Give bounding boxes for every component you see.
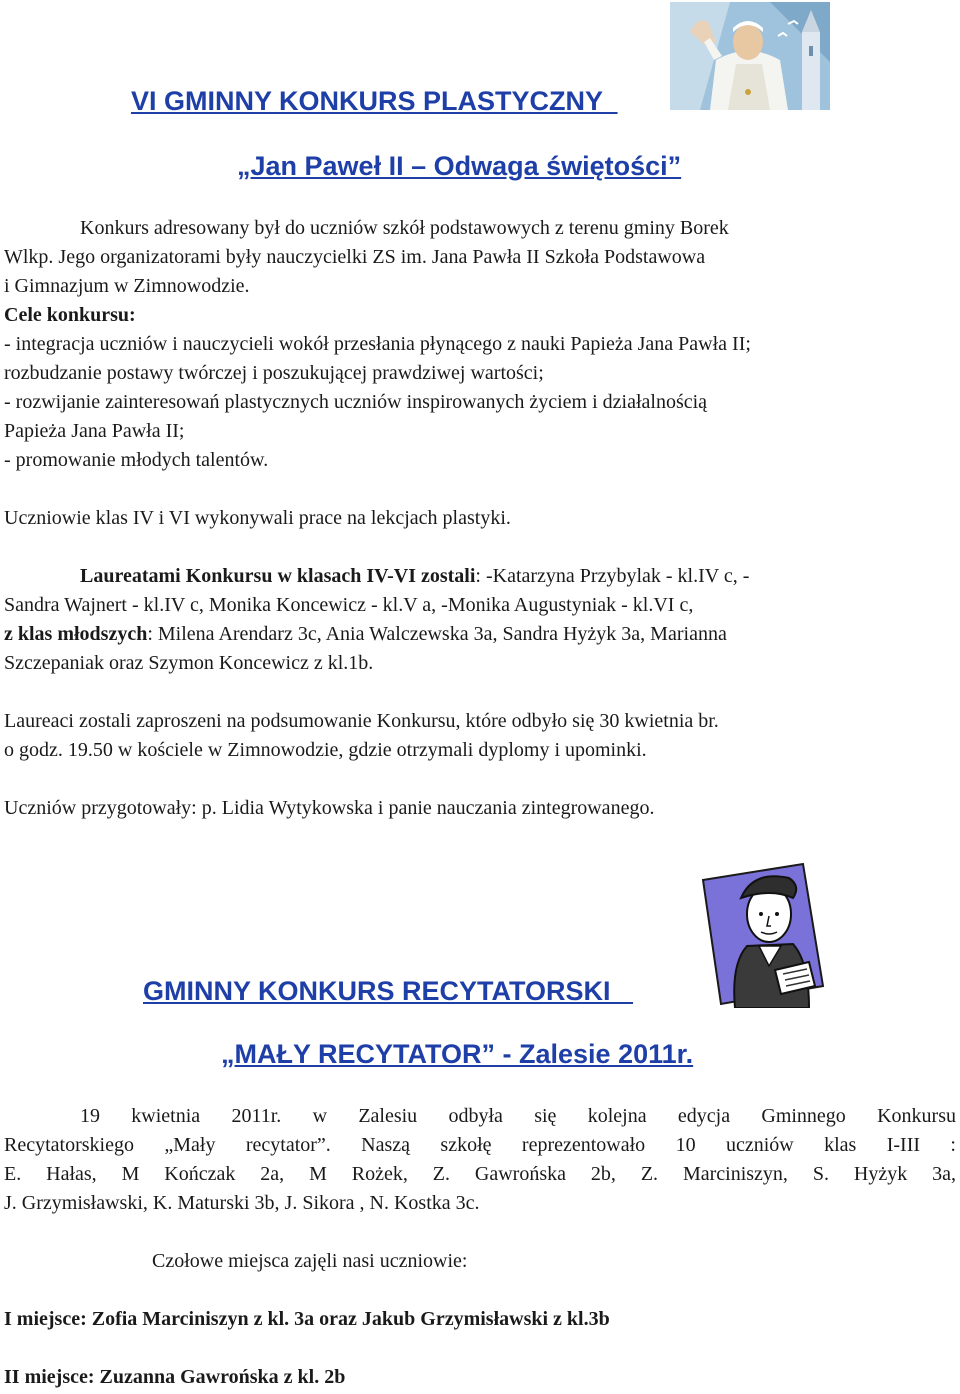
contest-title-art: VI GMINNY KONKURS PLASTYCZNY (131, 86, 618, 116)
goals-label: Cele konkursu: (4, 304, 136, 326)
classes-note: Uczniowie klas IV i VI wykonywali prace na lekcjach plastyki. (4, 507, 511, 529)
laureates-line-2: Sandra Wajnert - kl.IV c, Monika Koncewicz - kl.V a, -Monika Augustyniak - kl.VI c, (4, 594, 694, 616)
recitation-line-4: J. Grzymisławski, K. Maturski 3b, J. Sikora , N. Kostka 3c. (4, 1192, 480, 1214)
contest-subtitle-recitation: „MAŁY RECYTATOR” - Zalesie 2011r. (221, 1039, 694, 1069)
laureates-line-1 (80, 562, 749, 591)
laureates-list-start: : -Katarzyna Przybylak - kl.IV c, - (475, 565, 750, 587)
ceremony-line-1: Laureaci zostali zaproszeni na podsumowanie Konkursu, które odbyło się 30 kwietnia br. (4, 710, 719, 732)
younger-list: : Milena Arendarz 3c, Ania Walczewska 3a, Sandra Hyżyk 3a, Marianna (147, 623, 727, 645)
places-intro: Czołowe miejsca zajęli nasi uczniowie: (152, 1250, 468, 1272)
first-place: I miejsce: Zofia Marciniszyn z kl. 3a oraz Jakub Grzymisławski z kl.3b (4, 1308, 610, 1330)
younger-line-2: Szczepaniak oraz Szymon Koncewicz z kl.1b. (4, 652, 374, 674)
recitation-line-1: 19 kwietnia 2011r. w Zalesiu odbyła się kolejna edycja Gminnego Konkursu (80, 1105, 956, 1127)
goal-line-5: - promowanie młodych talentów. (4, 449, 269, 471)
contest-subtitle-art: „Jan Paweł II – Odwaga świętości” (237, 151, 682, 181)
intro-line-2: Wlkp. Jego organizatorami były nauczycielki ZS im. Jana Pawła II Szkoła Podstawowa (4, 246, 706, 268)
younger-label: z klas młodszych (4, 623, 148, 645)
ceremony-line-2: o godz. 19.50 w kościele w Zimnowodzie, gdzie otrzymali dyplomy i upominki. (4, 739, 647, 761)
second-place: II miejsce: Zuzanna Gawrońska z kl. 2b (4, 1366, 346, 1388)
pope-illustration (670, 2, 830, 110)
goal-line-2: rozbudzanie postawy twórczej i poszukującej prawdziwej wartości; (4, 362, 544, 384)
younger-line-1 (4, 620, 727, 649)
recitation-line-3: E. Hałas, M Kończak 2a, M Rożek, Z. Gawrońska 2b, Z. Marciniszyn, S. Hyżyk 3a, (4, 1163, 956, 1185)
reciter-illustration (697, 858, 829, 1008)
intro-line-3: i Gimnazjum w Zimnowodzie. (4, 275, 250, 297)
recitation-line-2: Recytatorskiego „Mały recytator”. Naszą szkołę reprezentowało 10 uczniów klas I-III : (4, 1134, 956, 1156)
contest-title-recitation: GMINNY KONKURS RECYTATORSKI (143, 976, 634, 1006)
goal-line-4: Papieża Jana Pawła II; (4, 420, 185, 442)
teachers-note: Uczniów przygotowały: p. Lidia Wytykowska i panie nauczania zintegrowanego. (4, 797, 655, 819)
intro-line-1: Konkurs adresowany był do uczniów szkół podstawowych z terenu gminy Borek (80, 217, 729, 239)
goal-line-1: - integracja uczniów i nauczycieli wokół przesłania płynącego z nauki Papieża Jana Pawła II; (4, 333, 751, 355)
laureates-label: Laureatami Konkursu w klasach IV-VI zostali (80, 565, 476, 587)
goal-line-3: - rozwijanie zainteresowań plastycznych uczniów inspirowanych życiem i działalnością (4, 391, 708, 413)
